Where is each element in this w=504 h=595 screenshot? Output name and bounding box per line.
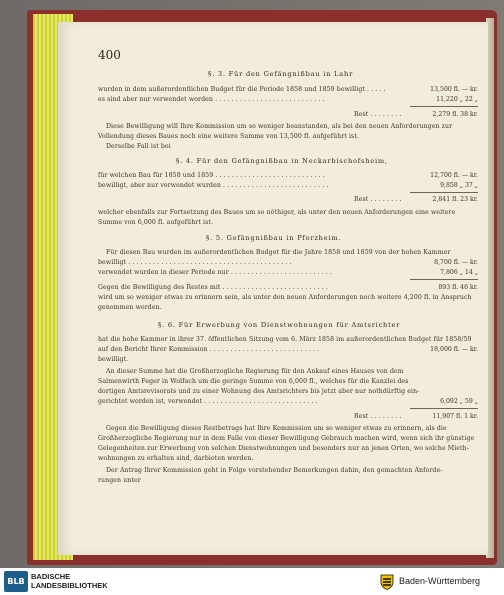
paragraph-line: hat die hohe Kammer in ihrer 37. öffentlichen Sitzung vom 6. März 1858 im außerordentlichen Budget für 1858/59 — [98, 336, 472, 343]
sum-rule — [410, 106, 478, 107]
paragraph-line: Für diesen Bau wurden im außerordentlichen Budget für die Jahre 1858 und 1859 von der hohen Kammer — [106, 249, 451, 256]
amount: 11,220 „ 22 „ — [436, 96, 478, 103]
paragraph-line: Derselbe Fall ist bei — [106, 143, 171, 150]
paragraph-line: rungen unter — [98, 477, 141, 484]
sum-rule — [410, 408, 478, 409]
paragraph-line: Großherzogliche Regierung nur in dem Falle von dieser Bewilligung Gebrauch machen wird, wenn sich ihr günstige — [98, 435, 475, 442]
rest-amount: 2,841 fl. 23 kr. — [432, 196, 478, 203]
text-line: gerichtet worden ist, verwendet . . . . . . . . . . . . . . . . . . . . . . . . . . . . — [98, 398, 318, 405]
amount: 6,092 „ 59 „ — [440, 398, 478, 405]
library-name-line2: LANDESBIBLIOTHEK — [31, 581, 108, 590]
section-3-heading: §. 3. Für den Gefängnißbau in Lahr — [208, 70, 354, 78]
section-4-heading: §. 4. Für den Gefängnißbau in Neckarbischofsheim, — [176, 157, 388, 165]
rest-label: Rest . . . . . . . . — [354, 111, 402, 118]
paragraph-line: genommen werden. — [98, 304, 162, 311]
paragraph-line: An dieser Summe hat die Großherzogliche Regierung für den Ankauf eines Hauses von dem — [106, 368, 404, 375]
amount: 12,700 fl. — kr. — [430, 172, 478, 179]
rest-amount: 11,907 fl. 1 kr. — [432, 413, 478, 420]
paragraph-line: Gelegenheiten zur Erwerbung von solchen Dienstwohnungen und besonders nur an jenen Orten, wo solche Mieth- — [98, 445, 469, 452]
amount: 893 fl. 46 kr. — [438, 284, 478, 291]
text-line: auf den Bericht Ihrer Kommission . . . . . . . . . . . . . . . . . . . . . . . . . . . — [98, 346, 320, 353]
section-5-heading: §. 5. Gefängnißbau in Pforzheim. — [206, 234, 342, 242]
coat-of-arms-icon — [378, 574, 396, 590]
library-name-line1: BADISCHE — [31, 572, 71, 581]
rest-label: Rest . . . . . . . . — [354, 413, 402, 420]
paragraph-line: Diese Bewilligung will Ihre Kommission um so weniger beanstanden, als bei den neuen Anforderungen zur — [106, 123, 453, 130]
amount: 13,500 fl. — kr. — [430, 86, 478, 93]
paragraph-line: Salmenwirth Feger in Wolfach um die geringe Summe von 6,000 fl., welches für die Kanzlei des — [98, 378, 409, 385]
text-line: bewilligt, aber nur verwendet wurden . . . . . . . . . . . . . . . . . . . . . . . . . . — [98, 182, 329, 189]
paragraph-line: Gegen die Bewilligung dieses Restbetrags hat Ihre Kommission um so weniger etwas zu erinnern, als die — [106, 425, 447, 432]
library-name[interactable] — [31, 572, 108, 590]
paragraph-line: wohnungen zu erhalten sind, darbieten werden. — [98, 455, 254, 462]
section-6-heading: §. 6. Für Erwerbung von Dienstwohnungen für Amtsrichter — [158, 321, 401, 329]
text-line: Gegen die Bewilligung des Restes mit . . . . . . . . . . . . . . . . . . . . . . . . . . — [98, 284, 328, 291]
amount: 18,000 fl. — kr. — [430, 346, 478, 353]
text-line: wurden in dem außerordentlichen Budget für die Periode 1858 und 1859 bewilligt . . . . . — [98, 86, 386, 93]
state-name[interactable]: Baden-Württemberg — [399, 576, 481, 586]
text-line: bewilligt . . . . . . . . . . . . . . . . . . . . . . . . . . . . . . . . . . . . . . . . — [98, 259, 292, 266]
paragraph-line: Der Antrag Ihrer Kommission geht in Folge vorstehender Bemerkungen dahin, den gemachten Anforde- — [106, 467, 443, 474]
amount: 9,858 „ 37 „ — [440, 182, 478, 189]
book-page — [58, 22, 488, 555]
text-line: für welchen Bau für 1858 und 1859 . . . . . . . . . . . . . . . . . . . . . . . . . . . — [98, 172, 325, 179]
text-line: es sind aber nur verwendet worden . . . . . . . . . . . . . . . . . . . . . . . . . . . — [98, 96, 325, 103]
page-number: 400 — [98, 48, 121, 62]
amount: 7,806 „ 14 „ — [440, 269, 478, 276]
sum-rule — [410, 192, 478, 193]
sum-rule — [410, 279, 478, 280]
paragraph-line: Summe von 6,000 fl. aufgeführt ist. — [98, 219, 214, 226]
footer-bar — [0, 568, 504, 595]
paragraph-line: bewilligt. — [98, 356, 129, 363]
blb-logo[interactable]: BLB — [4, 571, 28, 592]
text-line: verwendet wurden in dieser Periode nur . . . . . . . . . . . . . . . . . . . . . . . . . — [98, 269, 333, 276]
paragraph-line: Vollendung dieses Baues noch eine weitere Summe von 13,500 fl. aufgeführt ist. — [98, 133, 359, 140]
paragraph-line: welcher ebenfalls zur Fortsetzung des Baues um so nöthiger, als unter den neuen Anforderungen eine weitere — [98, 209, 456, 216]
paragraph-line: dortigen Amtsrevisorats und zu einer Wohnung des Amtsrichters bis jetzt aber nur nothdürftig ein- — [98, 388, 420, 395]
rest-amount: 2,279 fl. 38 kr. — [432, 111, 478, 118]
amount: 8,700 fl. — kr. — [434, 259, 478, 266]
paragraph-line: wird um so weniger etwas zu erinnern sein, als unter den neuen Anforderungen noch weitere 4,200 fl. in Anspruch — [98, 294, 472, 301]
rest-label: Rest . . . . . . . . — [354, 196, 402, 203]
